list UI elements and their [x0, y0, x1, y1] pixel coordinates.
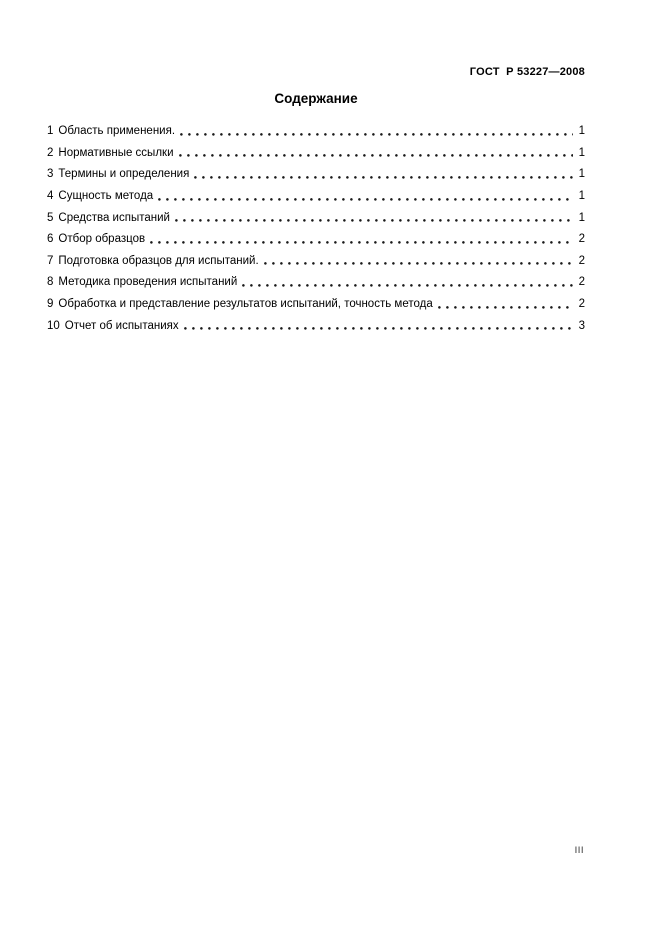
- dot-leader: [438, 306, 573, 309]
- toc-entry-number: 9: [47, 298, 54, 311]
- toc-entry: [47, 272, 585, 294]
- dot-leader: [180, 133, 573, 136]
- toc-entry: [47, 186, 585, 208]
- toc-entry: [47, 208, 585, 230]
- dot-leader: [150, 241, 573, 244]
- toc-entry-page: 1: [578, 211, 585, 224]
- toc-entry-number: 1: [47, 125, 54, 137]
- toc-entry-title: Средства испытаний: [58, 211, 170, 224]
- dot-leader: [175, 219, 573, 222]
- toc-entry: [47, 316, 585, 338]
- toc-entry-page: 3: [578, 319, 585, 332]
- toc-entry-number: 10: [47, 319, 60, 332]
- toc-entry-number: 6: [47, 233, 54, 246]
- page-number: III: [574, 845, 584, 856]
- toc-entry: [47, 143, 585, 165]
- toc-entry-number: 2: [47, 146, 54, 159]
- toc-entry: [47, 121, 585, 143]
- toc-entry-title: Сущность метода: [58, 189, 154, 202]
- toc-entry-title: Методика проведения испытаний: [58, 276, 238, 289]
- toc-entry: [47, 229, 585, 251]
- toc-entry-title: Термины и определения: [58, 168, 190, 181]
- toc-entry-number: 5: [47, 211, 54, 224]
- dot-leader: [179, 154, 574, 157]
- toc-entry-number: 7: [47, 254, 54, 267]
- dot-leader: [158, 198, 573, 201]
- toc-entry-page: 1: [578, 125, 585, 137]
- toc-entry-page: 1: [578, 189, 585, 202]
- toc-entry-title: Нормативные ссылки: [58, 146, 174, 159]
- toc-entry-title: Отбор образцов: [58, 233, 146, 246]
- toc-entry-page: 2: [578, 233, 585, 246]
- dot-leader: [242, 284, 573, 287]
- table-of-contents: [47, 121, 585, 337]
- page-title: Содержание: [274, 91, 358, 106]
- toc-entry-page: 2: [578, 276, 585, 289]
- toc-entry-title: Подготовка образцов для испытаний.: [58, 254, 259, 267]
- dot-leader: [194, 176, 573, 179]
- toc-entry-number: 8: [47, 276, 54, 289]
- toc-entry-page: 2: [578, 254, 585, 267]
- toc-entry: [47, 164, 585, 186]
- toc-entry-page: 2: [578, 298, 585, 311]
- toc-entry-number: 3: [47, 168, 54, 181]
- toc-entry-title: Обработка и представление результатов испытаний, точность метода: [58, 298, 433, 311]
- document-code: ГОСТ Р 53227—2008: [469, 66, 585, 78]
- toc-entry: [47, 251, 585, 273]
- toc-entry-title: Область применения.: [58, 125, 176, 137]
- toc-entry-page: 1: [578, 146, 585, 159]
- toc-entry-page: 1: [578, 168, 585, 181]
- dot-leader: [264, 262, 573, 265]
- dot-leader: [184, 327, 573, 330]
- toc-entry-number: 4: [47, 189, 54, 202]
- toc-entry: [47, 294, 585, 316]
- toc-entry-title: Отчет об испытаниях: [64, 319, 179, 332]
